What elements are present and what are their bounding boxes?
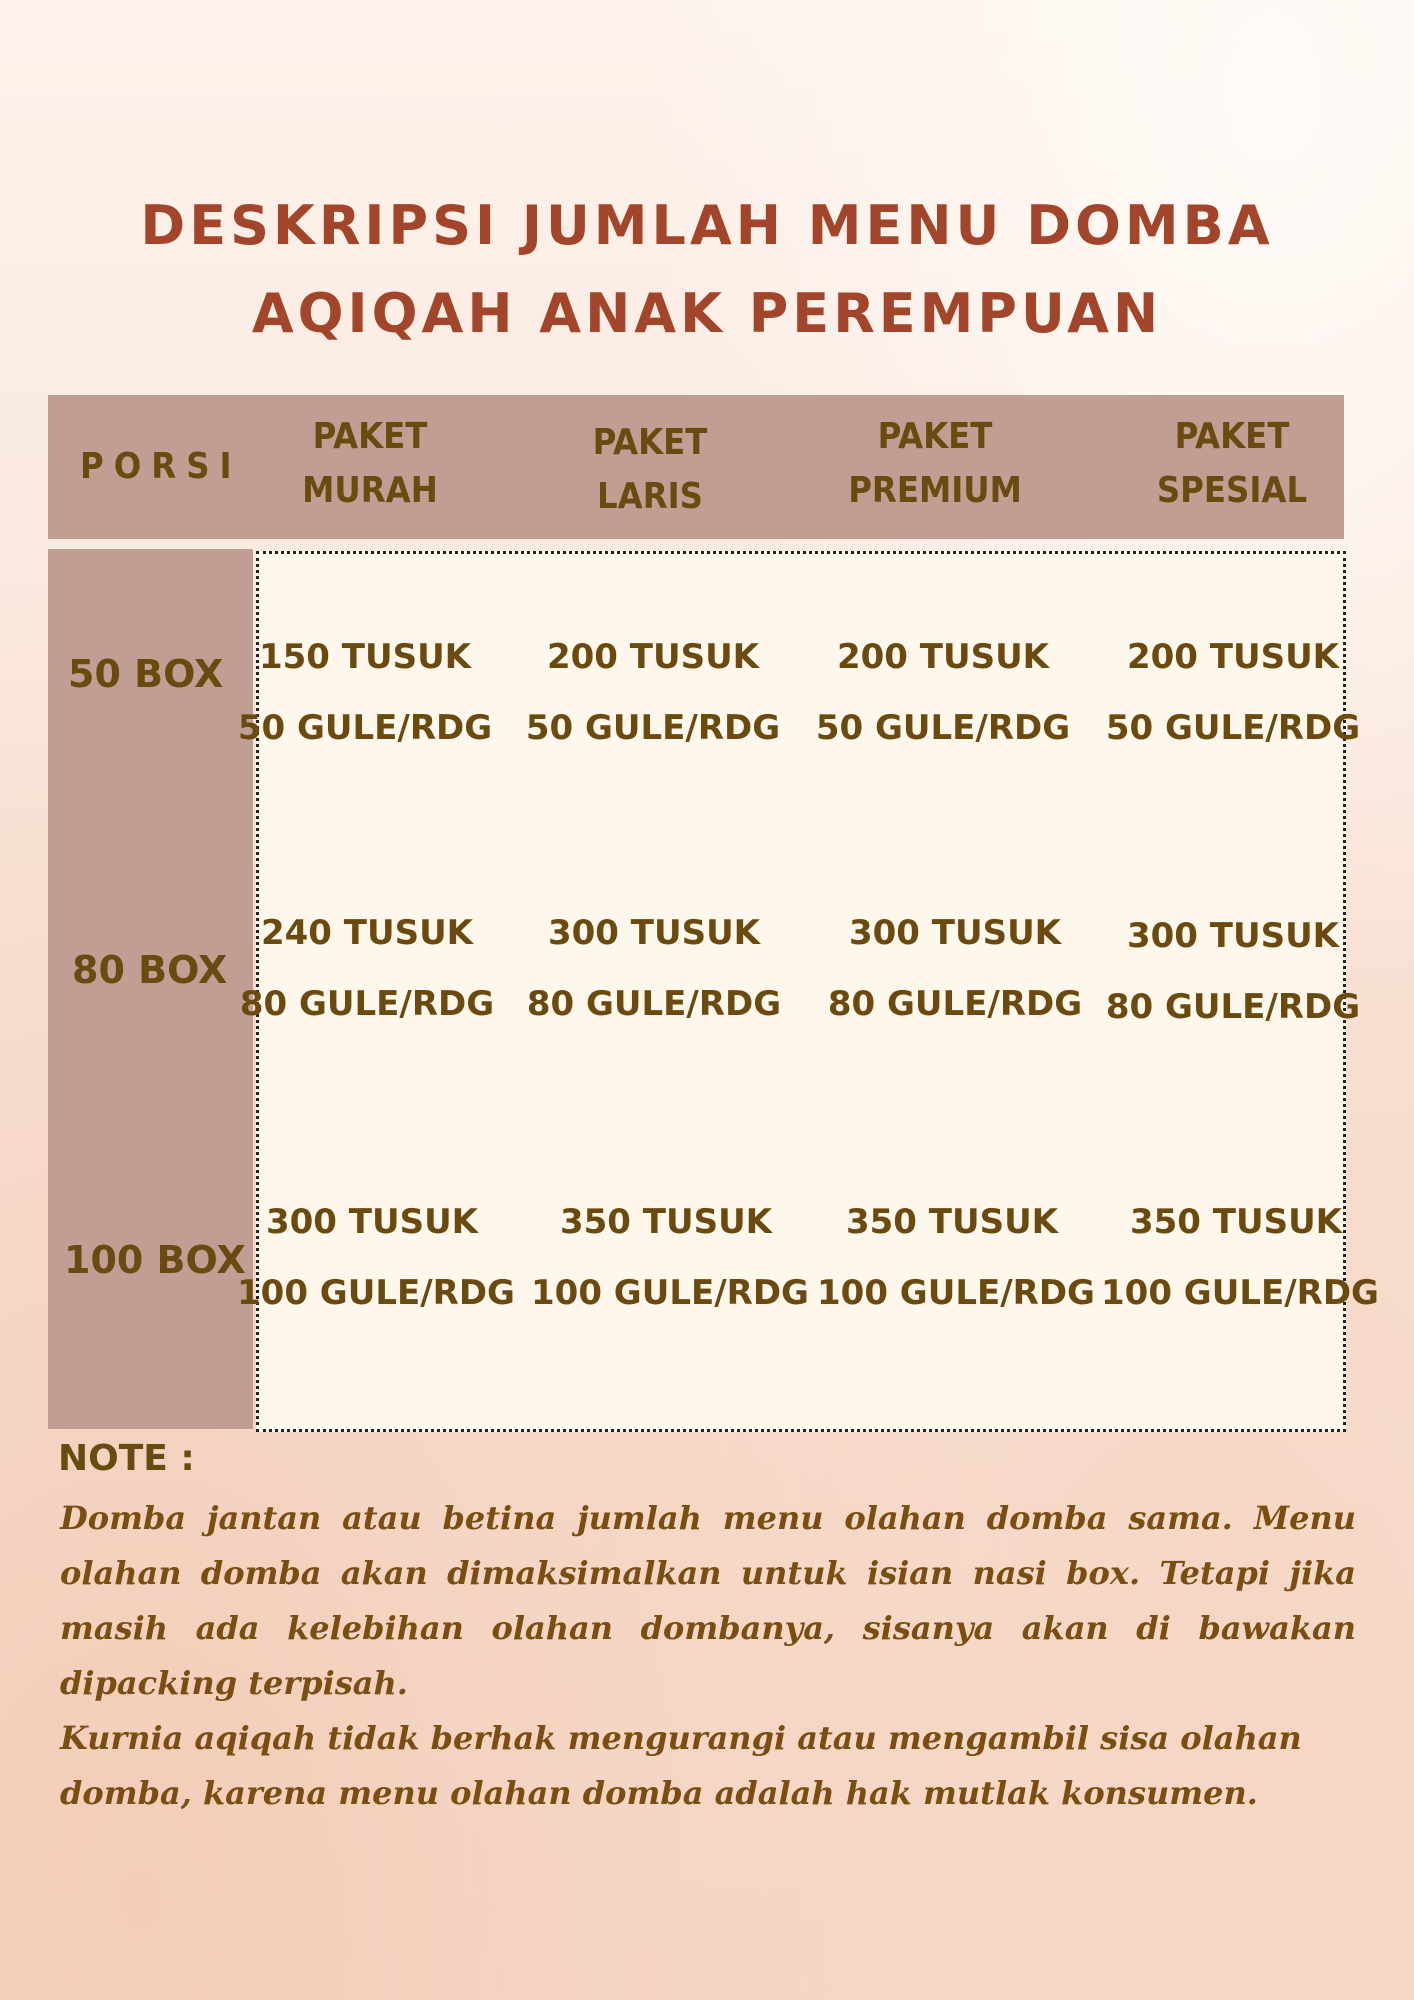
page-title [0,182,1414,358]
tusuk-value: 200 TUSUK [546,637,760,677]
gule-value: 100 GULE/RDG [817,1273,1095,1313]
column-header-spesial [1112,410,1352,518]
title-line-1: DESKRIPSI JUMLAH MENU DOMBA [140,194,1274,257]
porsi-header: PORSI [80,446,242,487]
gule-value: 100 GULE/RDG [237,1273,515,1313]
row-label-50-box: 50 BOX [68,652,224,696]
tusuk-value: 200 TUSUK [1126,637,1340,677]
row-label-80-box: 80 BOX [72,948,228,992]
tusuk-value: 350 TUSUK [559,1202,773,1242]
column-header-line: PAKET [312,416,428,457]
gule-value: 80 GULE/RDG [1105,987,1361,1027]
tusuk-value: 300 TUSUK [547,913,761,953]
column-header-laris [530,416,770,524]
tusuk-value: 300 TUSUK [848,913,1062,953]
title-line-2: AQIQAH ANAK PEREMPUAN [251,282,1163,345]
table-cell [820,898,1090,1040]
table-cell [808,622,1078,764]
table-cell [237,1187,515,1329]
table-cell [1098,901,1368,1043]
gule-value: 50 GULE/RDG [815,708,1071,748]
note-paragraph-2: Kurnia aqiqah tidak berhak mengurangi atau mengambil sisa olahan domba, karena menu olahan domba adalah hak mutlak konsumen. [60,1719,1302,1812]
column-header-line: MURAH [302,470,438,511]
tusuk-value: 150 TUSUK [258,637,472,677]
column-header-line: PREMIUM [848,470,1022,511]
gule-value: 50 GULE/RDG [1105,708,1361,748]
gule-value: 50 GULE/RDG [525,708,781,748]
table-cell [230,622,500,764]
tusuk-value: 300 TUSUK [265,1202,479,1242]
note-paragraph-1: Domba jantan atau betina jumlah menu olahan domba sama. Menu olahan domba akan dimaksimalkan untuk isian nasi box. Tetapi jika masih ada kelebihan olahan dombanya, sisanya akan di bawakan dipacking terpisah. [60,1499,1356,1702]
gule-value: 80 GULE/RDG [526,984,782,1024]
column-header-line: PAKET [877,416,993,457]
table-cell [519,898,789,1040]
table-cell [232,898,502,1040]
column-header-line: LARIS [596,476,703,517]
gule-value: 100 GULE/RDG [531,1273,809,1313]
gule-value: 80 GULE/RDG [827,984,1083,1024]
row-label-100-box: 100 BOX [64,1238,246,1282]
tusuk-value: 350 TUSUK [845,1202,1059,1242]
column-header-premium [815,410,1055,518]
column-header-line: PAKET [1174,416,1290,457]
gule-value: 50 GULE/RDG [237,708,493,748]
table-cell [531,1187,809,1329]
gule-value: 100 GULE/RDG [1101,1273,1379,1313]
tusuk-value: 200 TUSUK [836,637,1050,677]
table-cell [518,622,788,764]
column-header-murah [255,410,485,518]
tusuk-value: 300 TUSUK [1126,916,1340,956]
gule-value: 80 GULE/RDG [239,984,495,1024]
column-header-line: SPESIAL [1156,470,1308,511]
table-cell [1101,1187,1379,1329]
tusuk-value: 350 TUSUK [1129,1202,1343,1242]
column-header-line: PAKET [592,422,708,463]
table-cell [1098,622,1368,764]
note-label: NOTE : [58,1438,195,1479]
table-cell [817,1187,1095,1329]
tusuk-value: 240 TUSUK [260,913,474,953]
